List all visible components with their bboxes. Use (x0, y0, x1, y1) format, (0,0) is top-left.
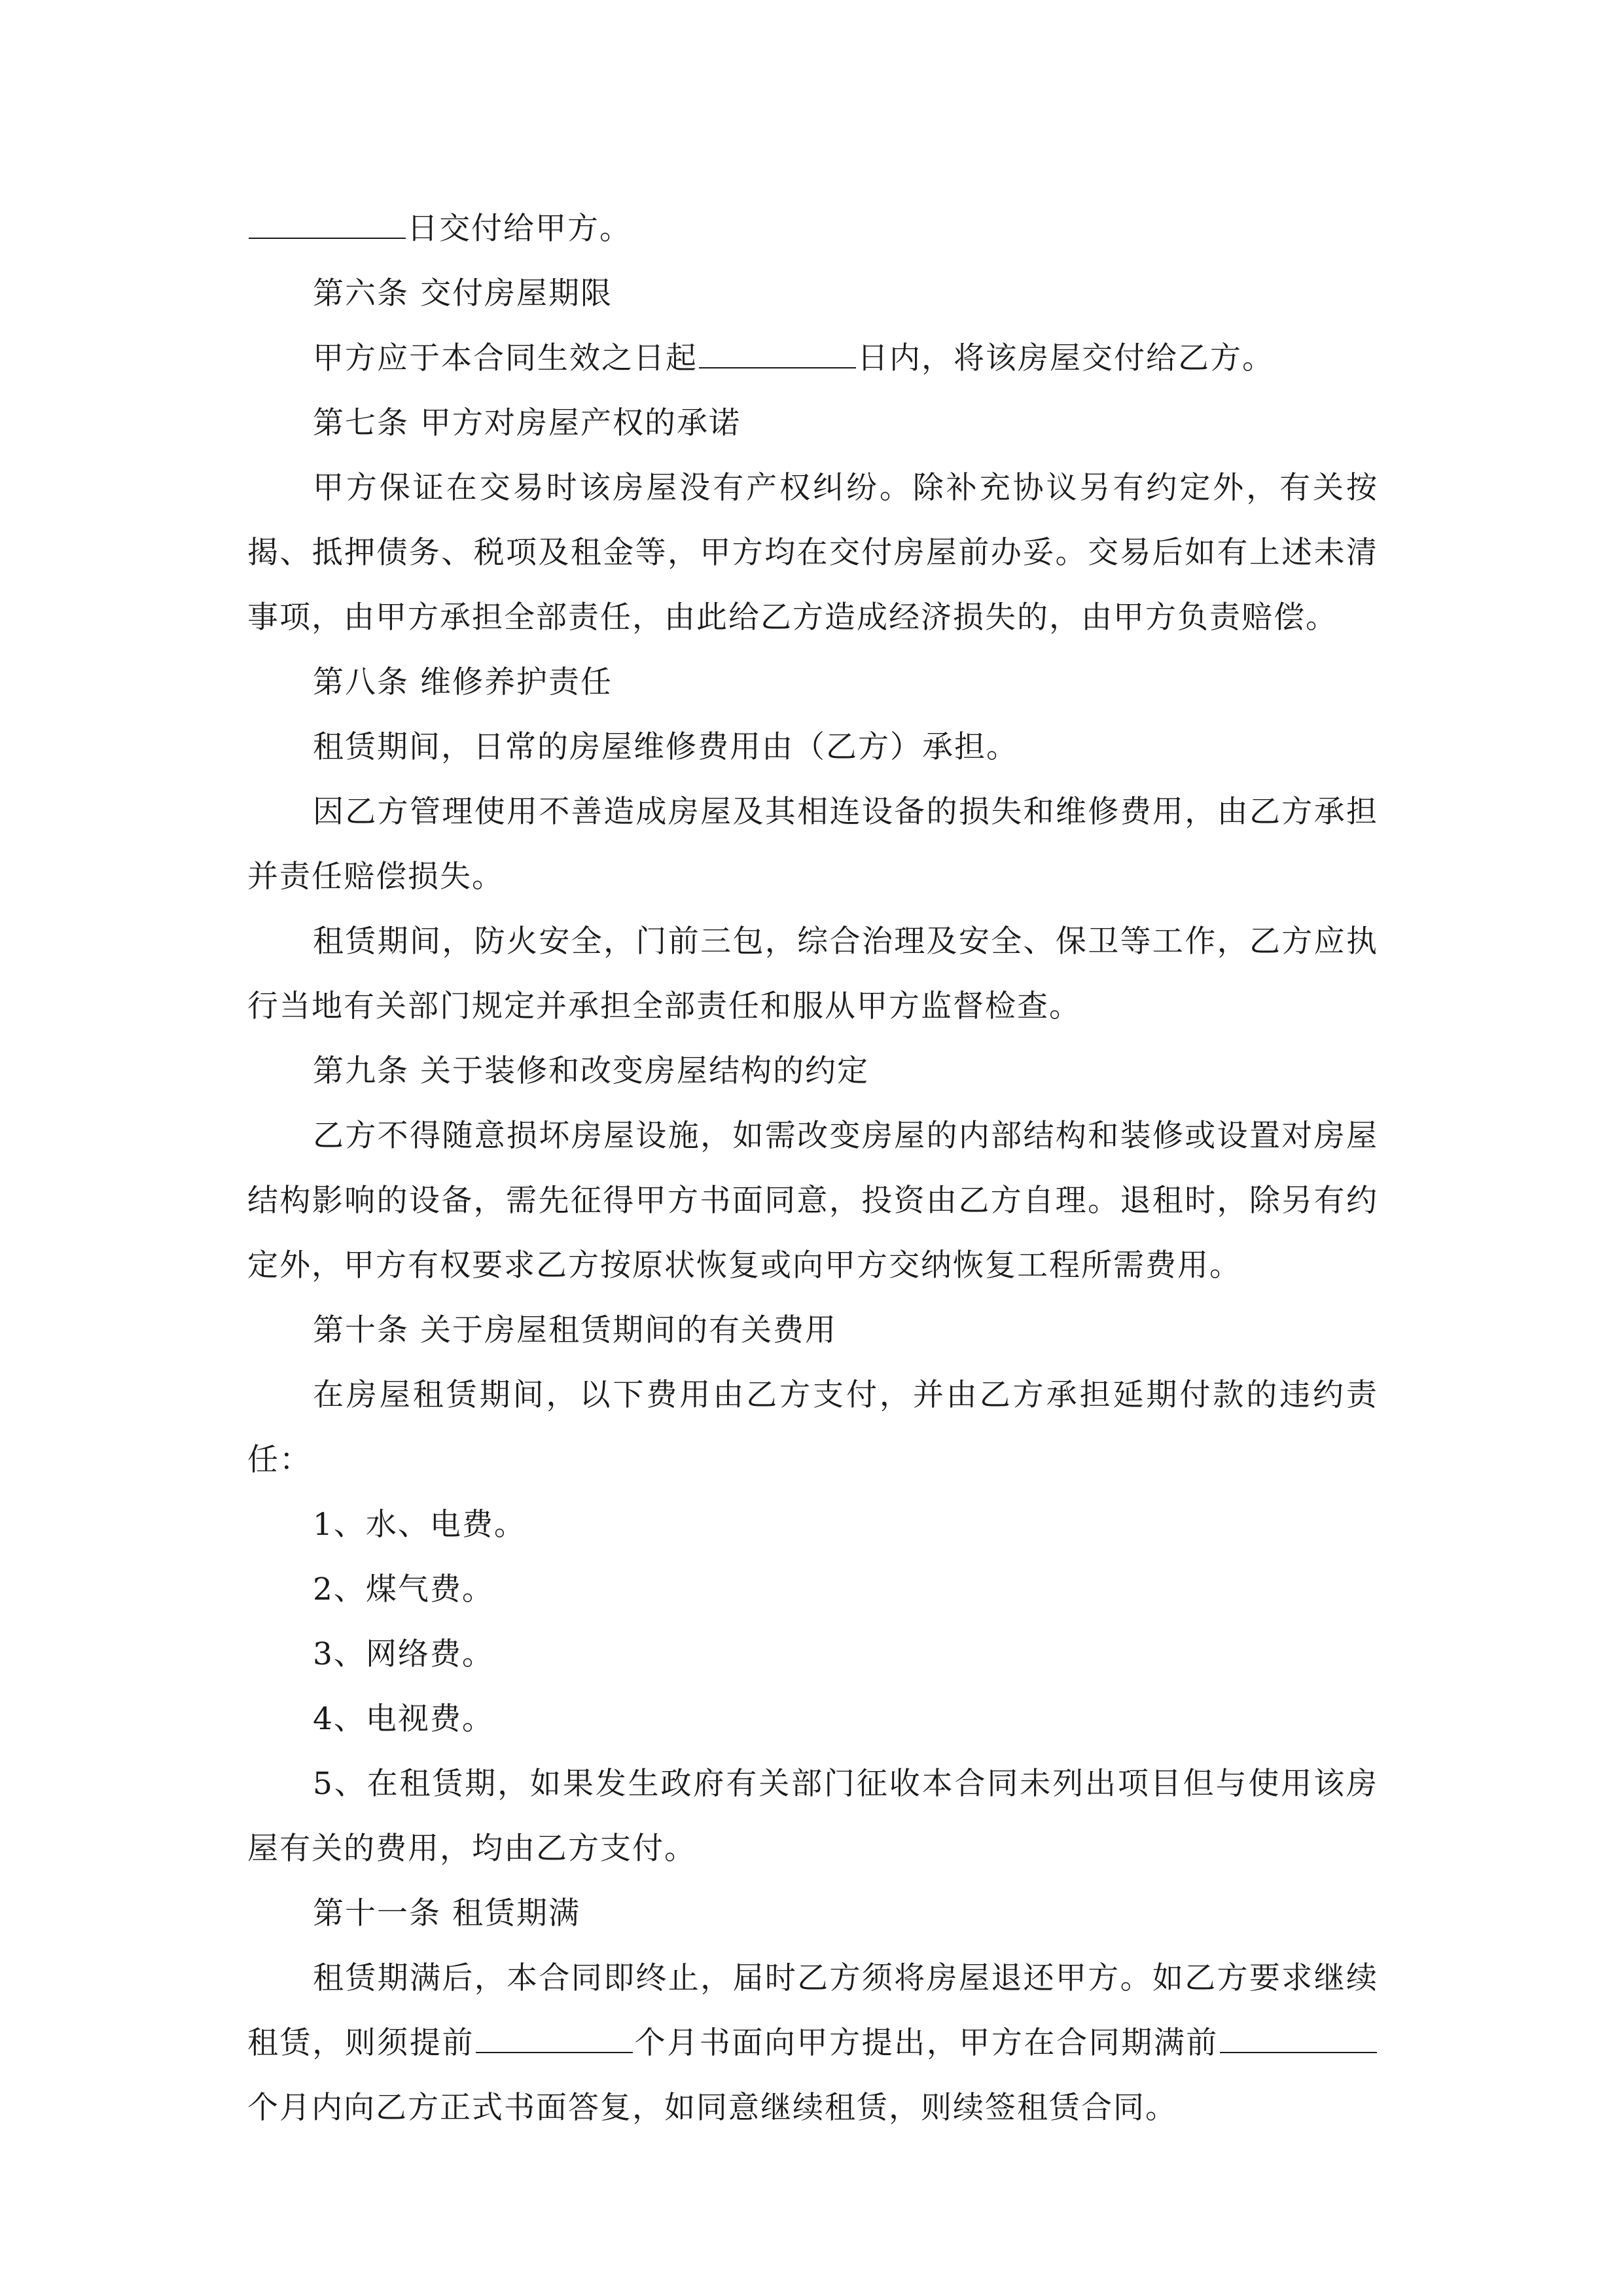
paragraph-safety-duty: 租赁期间，防火安全，门前三包，综合治理及安全、保卫等工作，乙方应执行当地有关部门规定并承担全部责任和服从甲方监督检查。 (247, 924, 1378, 1024)
list-item-gas: 2、煤气费。 (313, 1571, 494, 1607)
article-6-heading: 第六条 交付房屋期限 (313, 276, 613, 312)
contract-text (247, 196, 1378, 2140)
list-item-utilities: 1、水、电费。 (313, 1507, 526, 1543)
paragraph-maintenance-cost: 租赁期间，日常的房屋维修费用由（乙方）承担。 (313, 729, 1018, 765)
paragraph-expenses-intro: 在房屋租赁期间，以下费用由乙方支付，并由乙方承担延期付款的违约责任： (247, 1377, 1378, 1478)
fill-in-blank[interactable] (699, 329, 856, 368)
paragraph-text: 日内，将该房屋交付给乙方。 (857, 340, 1274, 376)
article-8-heading: 第八条 维修养护责任 (313, 664, 613, 700)
paragraph-renovation: 乙方不得随意损坏房屋设施，如需改变房屋的内部结构和装修或设置对房屋结构影响的设备，需先征得甲方书面同意，投资由乙方自理。退租时，除另有约定外，甲方有权要求乙方按原状恢复或向甲方交纳恢复工程所需费用。 (247, 1118, 1378, 1283)
article-11-heading: 第十一条 租赁期满 (313, 1895, 580, 1931)
paragraph-property-rights: 甲方保证在交易时该房屋没有产权纠纷。除补充协议另有约定外，有关按揭、抵押债务、税项及租金等，甲方均在交付房屋前办妥。交易后如有上述未清事项，由甲方承担全部责任，由此给乙方造成经济损失的，由甲方负责赔偿。 (247, 470, 1378, 636)
paragraph-text: 个月书面向甲方提出，甲方在合同期满前 (634, 2025, 1219, 2061)
article-9-heading: 第九条 关于装修和改变房屋结构的约定 (313, 1053, 869, 1089)
article-10-heading: 第十条 关于房屋租赁期间的有关费用 (313, 1312, 837, 1348)
paragraph-text: 租赁期满后，本合同即终止，届时乙方须将房屋退还甲方。如乙方要求继续租赁，则须提前 (247, 1960, 1378, 2061)
list-item-tv: 4、电视费。 (313, 1701, 494, 1737)
paragraph-delivery-period (247, 326, 1378, 391)
paragraph-damage-liability: 因乙方管理使用不善造成房屋及其相连设备的损失和维修费用，由乙方承担并责任赔偿损失。 (247, 794, 1378, 895)
article-7-heading: 第七条 甲方对房屋产权的承诺 (313, 405, 741, 441)
fill-in-blank[interactable] (1220, 2014, 1377, 2053)
fill-in-blank[interactable] (476, 2014, 633, 2053)
paragraph-lease-expiry (247, 1946, 1378, 2140)
paragraph-text: 个月内向乙方正式书面答复，如同意继续租赁，则续签租赁合同。 (247, 2090, 1177, 2126)
paragraph-continuation (247, 196, 1378, 261)
paragraph-text: 甲方应于本合同生效之日起 (313, 340, 698, 376)
paragraph-text: 日交付给甲方。 (407, 211, 632, 247)
list-item-other-fees: 5、在租赁期，如果发生政府有关部门征收本合同未列出项目但与使用该房屋有关的费用，均由乙方支付。 (247, 1766, 1378, 1867)
list-item-network: 3、网络费。 (313, 1636, 494, 1672)
fill-in-blank[interactable] (249, 200, 406, 239)
